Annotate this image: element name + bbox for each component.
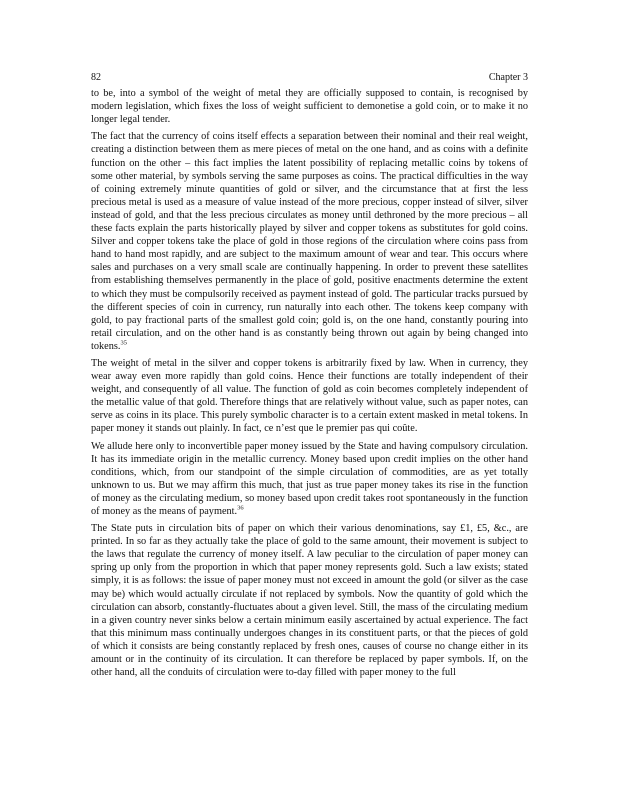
paragraph-text: The State puts in circulation bits of paper on which their various denominations, say £1, £5, &c., are printed. In so far as they actually take the place of gold to the same amount, their movement is subject to the laws that regulate the currency of money itself. A law peculiar to the circulation of paper money can spring up only from the proportion in which that paper money represents gold. Such a law exists; stated simply, it is as follows: the issue of paper money must not exceed in amount the gold (or silver as the case may be) which would actually circulate if not replaced by symbols. Now the quantity of gold which the circulation can absorb, constantly-fluctuates about a given level. Still, the mass of the circulating medium in a given country never sinks below a certain minimum easily ascertained by actual experience. The fact that this minimum mass continually undergoes changes in its constituent parts, or that the pieces of gold of which it consists are being constantly replaced by fresh ones, causes of course no change either in its amount or in the continuity of its circulation. It can therefore be replaced by paper symbols. If, on the other hand, all the conduits of circulation were to-day filled with paper money to the full [91, 523, 528, 679]
running-header [91, 71, 528, 84]
page [91, 71, 528, 683]
paragraph-text: We allude here only to inconvertible paper money issued by the State and having compulsory circulation. It has its immediate origin in the metallic currency. Money based upon credit implies on the other hand conditions, which, from our standpoint of the simple circulation of commodities, are as yet totally unknown to us. But we may affirm this much, that just as true paper money takes its rise in the function of money as the circulating medium, so money based upon credit takes root spontaneously in the function of money as the means of payment. [91, 440, 528, 517]
paragraph-2 [91, 130, 528, 353]
paragraph-text: The fact that the currency of coins itself effects a separation between their nominal and their real weight, creating a distinction between them as mere pieces of metal on the one hand, and as coins with a definite function on the other – this fact implies the latent possibility of replacing metallic coins by tokens of some other material, by symbols serving the same purposes as coins. The practical difficulties in the way of coining extremely minute quantities of gold or silver, and the circumstance that at first the less precious metal is used as a measure of value instead of the more precious, copper instead of silver, silver instead of gold, and that the less precious circulates as money until dethroned by the more precious – all these facts explain the parts historically played by silver and copper tokens as substitutes for gold coins. Silver and copper tokens take the place of gold in those regions of the circulation where coins pass from hand to hand most rapidly, and are subject to the maximum amount of wear and tear. This occurs where sales and purchases on a very small scale are continually happening. In order to prevent these satellites from establishing themselves permanently in the place of gold, positive enactments determine the extent to which they must be compulsorily received as payment instead of gold. The particular tracks pursued by the different species of coin in currency, run naturally into each other. The tokens keep company with gold, to pay fractional parts of the smallest gold coin; gold is, on the one hand, constantly pouring into retail circulation, and on the other hand is as constantly being thrown out again by being changed into tokens. [91, 131, 528, 352]
paragraph-3 [91, 357, 528, 436]
paragraph-4 [91, 440, 528, 519]
footnote-marker-35[interactable]: 35 [120, 339, 127, 347]
paragraph-text: to be, into a symbol of the weight of metal they are officially supposed to contain, is recognised by modern legislation, which fixes the loss of weight sufficient to demonetise a gold coin, or to make it no longer legal tender. [91, 88, 528, 126]
footnote-marker-36[interactable]: 36 [237, 504, 244, 512]
page-number: 82 [91, 72, 101, 83]
paragraph-text: The weight of metal in the silver and copper tokens is arbitrarily fixed by law. When in currency, they wear away even more rapidly than gold coins. Hence their functions are totally independent of their weight, and consequently of all value. The function of gold as coin becomes completely independent of the metallic value of that gold. Therefore things that are relatively without value, such as paper notes, can serve as coins in its place. This purely symbolic character is to a certain extent masked in metal tokens. In paper money it stands out plainly. In fact, ce n’est que le premier pas qui coûte. [91, 357, 528, 435]
paragraph-1 [91, 87, 528, 126]
chapter-title: Chapter 3 [488, 72, 528, 83]
paragraph-5 [91, 522, 528, 679]
